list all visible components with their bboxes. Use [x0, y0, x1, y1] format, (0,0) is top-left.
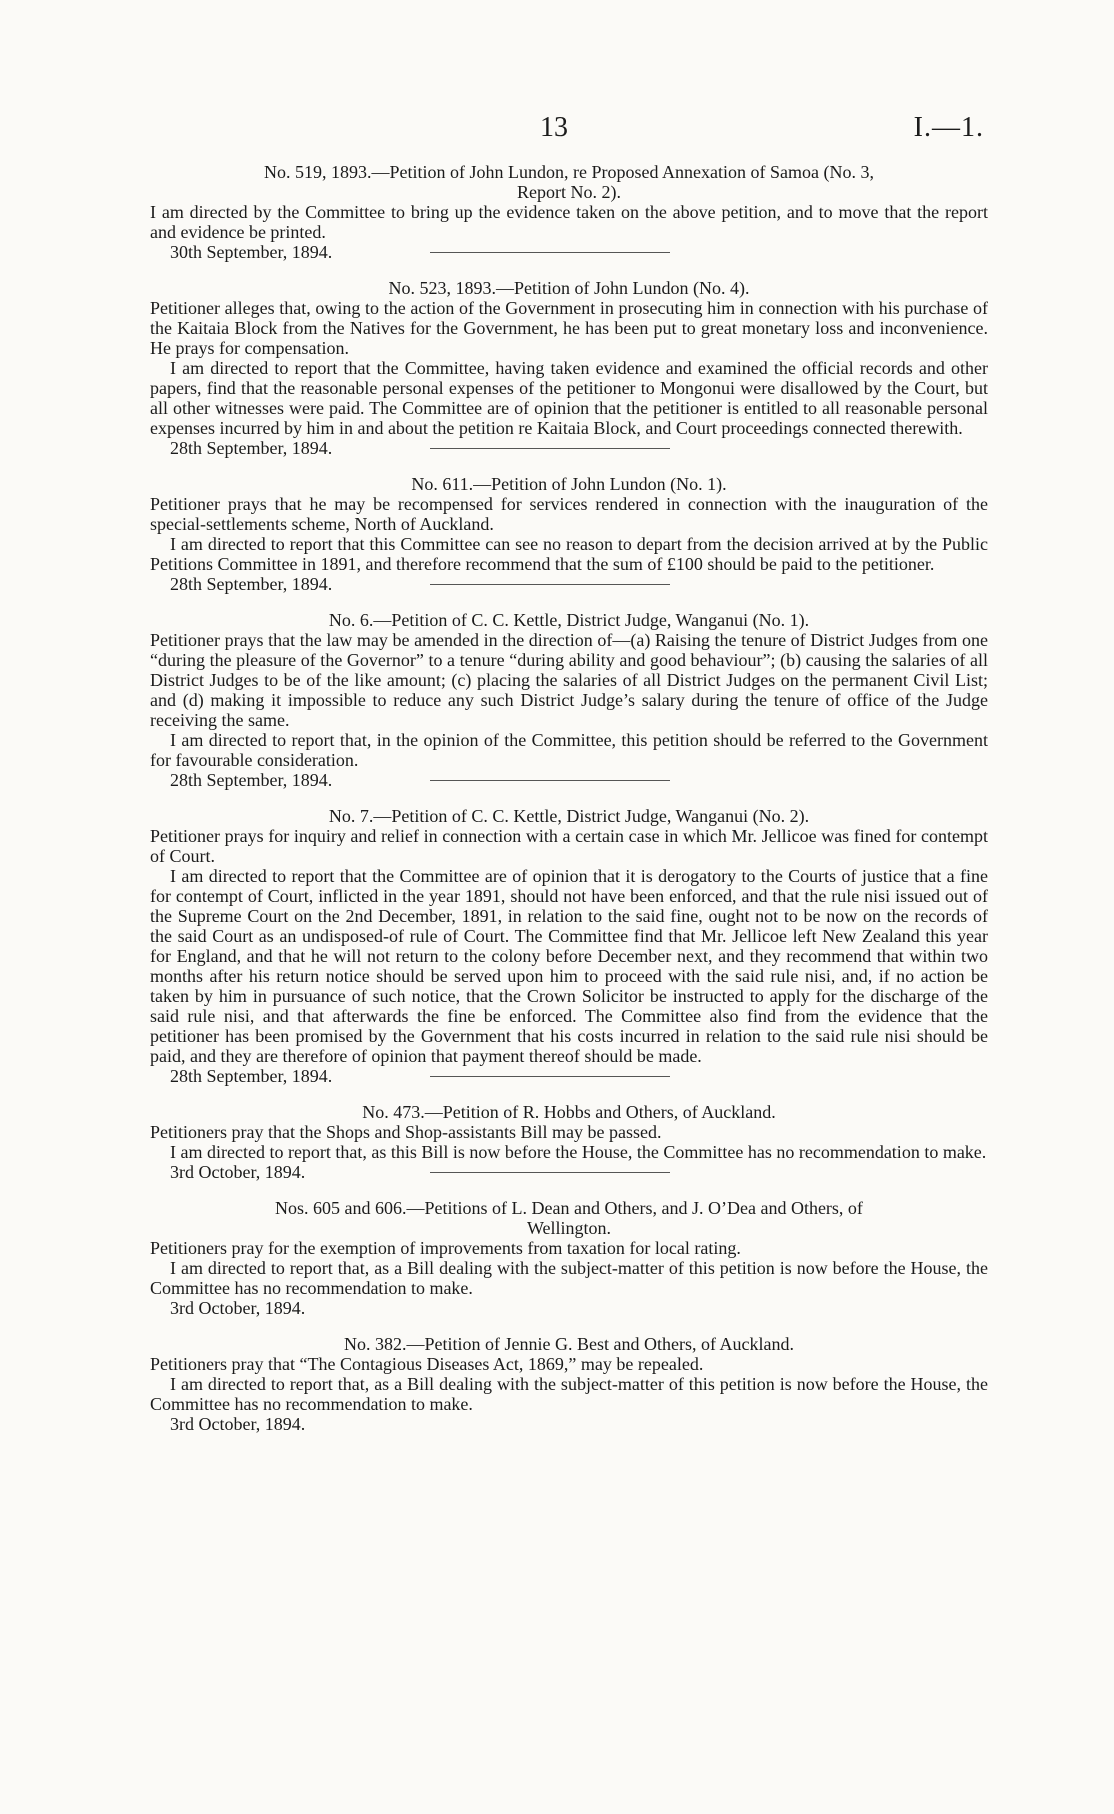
petition-paragraph: I am directed to report that this Committee can see no reason to depart from the decision arrived at by the Public Petitions Committee in 1891, and therefore recommend that the sum of £100 should be paid to the petitioner. [150, 534, 988, 574]
petition-title: No. 382.—Petition of Jennie G. Best and Others, of Auckland. [344, 1334, 794, 1354]
petition-section [150, 1198, 988, 1318]
section-divider [430, 1076, 670, 1077]
petition-title: No. 519, 1893.—Petition of John Lundon, re Proposed Annexation of Samoa (No. 3, Report No. 2). [264, 162, 874, 202]
petition-paragraph: I am directed by the Committee to bring up the evidence taken on the above petition, and to move that the report and evidence be printed. [150, 202, 988, 242]
document-body [150, 162, 988, 1434]
petition-paragraph: Petitioner prays that the law may be amended in the direction of—(a) Raising the tenure of District Judges from one “during the pleasure of the Governor” to a tenure “during ability and good behaviour”; (b) causing the salaries of all District Judges to be of the like amount; (c) placing the salaries of all District Judges on the permanent Civil List; and (d) making it impossible to reduce any such District Judge’s salary during the tenure of office of the Judge receiving the same. [150, 630, 988, 730]
report-date: 3rd October, 1894. [170, 1298, 306, 1318]
petition-title: Nos. 605 and 606.—Petitions of L. Dean and Others, and J. O’Dea and Others, of Wellington. [275, 1198, 863, 1238]
petition-paragraph: Petitioners pray for the exemption of improvements from taxation for local rating. [150, 1238, 741, 1258]
petition-section [150, 1102, 988, 1182]
petition-paragraph: Petitioner prays that he may be recompensed for services rendered in connection with the inauguration of the special-settlements scheme, North of Auckland. [150, 494, 988, 534]
report-date: 28th September, 1894. [150, 770, 988, 790]
petition-section [150, 162, 988, 262]
report-date: 3rd October, 1894. [170, 1414, 306, 1434]
section-divider [430, 1172, 670, 1173]
petition-paragraph: I am directed to report that, as this Bill is now before the House, the Committee has no recommendation to make. [170, 1142, 987, 1162]
report-date: 28th September, 1894. [150, 574, 988, 594]
report-date: 30th September, 1894. [150, 242, 988, 262]
petition-title: No. 473.—Petition of R. Hobbs and Others, of Auckland. [362, 1102, 776, 1122]
petition-section [150, 610, 988, 790]
petition-paragraph: I am directed to report that, as a Bill dealing with the subject-matter of this petition is now before the House, the Committee has no recommendation to make. [150, 1374, 988, 1414]
page-header [0, 112, 1114, 152]
petition-paragraph: Petitioner alleges that, owing to the action of the Government in prosecuting him in connection with his purchase of the Kaitaia Block from the Natives for the Government, he has been put to great monetary loss and inconvenience. He prays for compensation. [150, 298, 988, 358]
petition-title: No. 611.—Petition of John Lundon (No. 1). [411, 474, 727, 494]
petition-paragraph: Petitioners pray that “The Contagious Diseases Act, 1869,” may be repealed. [150, 1354, 704, 1374]
petition-paragraph: Petitioner prays for inquiry and relief in connection with a certain case in which Mr. Jellicoe was fined for contempt of Court. [150, 826, 988, 866]
petition-section [150, 278, 988, 458]
report-date: 28th September, 1894. [150, 1066, 988, 1086]
section-divider [430, 252, 670, 253]
section-divider [430, 584, 670, 585]
petition-section [150, 474, 988, 594]
petition-title: No. 7.—Petition of C. C. Kettle, District Judge, Wanganui (No. 2). [328, 806, 810, 826]
petition-paragraph: I am directed to report that, as a Bill dealing with the subject-matter of this petition is now before the House, the Committee has no recommendation to make. [150, 1258, 988, 1298]
report-date: 28th September, 1894. [150, 438, 988, 458]
petition-paragraph: I am directed to report that, in the opinion of the Committee, this petition should be referred to the Government for favourable consideration. [150, 730, 988, 770]
petition-section [150, 806, 988, 1086]
report-date: 3rd October, 1894. [150, 1162, 988, 1182]
petition-title: No. 6.—Petition of C. C. Kettle, District Judge, Wanganui (No. 1). [328, 610, 810, 630]
petition-paragraph: Petitioners pray that the Shops and Shop-assistants Bill may be passed. [150, 1122, 662, 1142]
paper-reference: I.—1. [913, 112, 984, 143]
page-number: 13 [540, 112, 568, 143]
section-divider [430, 780, 670, 781]
petition-section [150, 1334, 988, 1434]
petition-paragraph: I am directed to report that the Committee, having taken evidence and examined the official records and other papers, find that the reasonable personal expenses of the petitioner to Mongonui were disallowed by the Court, but all other witnesses were paid. The Committee are of opinion that the petitioner is entitled to all reasonable personal expenses incurred by him in and about the petition re Kaitaia Block, and Court proceedings connected therewith. [150, 358, 988, 438]
section-divider [430, 448, 670, 449]
petition-paragraph: I am directed to report that the Committee are of opinion that it is derogatory to the Courts of justice that a fine for contempt of Court, inflicted in the year 1891, should not have been enforced, and that the rule nisi issued out of the Supreme Court on the 2nd December, 1891, in relation to the said fine, ought not to be now on the records of the said Court as an undisposed-of rule of Court. The Committee find that Mr. Jellicoe left New Zealand this year for England, and that he will not return to the colony before December next, and they recommend that within two months after his return notice should be served upon him to proceed with the said rule nisi, and, if no action be taken by him in pursuance of such notice, that the Crown Solicitor be instructed to apply for the discharge of the said rule nisi, and that afterwards the fine be enforced. The Committee also find from the evidence that the petitioner has been promised by the Government that his costs incurred in relation to the said rule nisi should be paid, and they are therefore of opinion that payment thereof should be made. [150, 866, 988, 1066]
petition-title: No. 523, 1893.—Petition of John Lundon (No. 4). [388, 278, 750, 298]
